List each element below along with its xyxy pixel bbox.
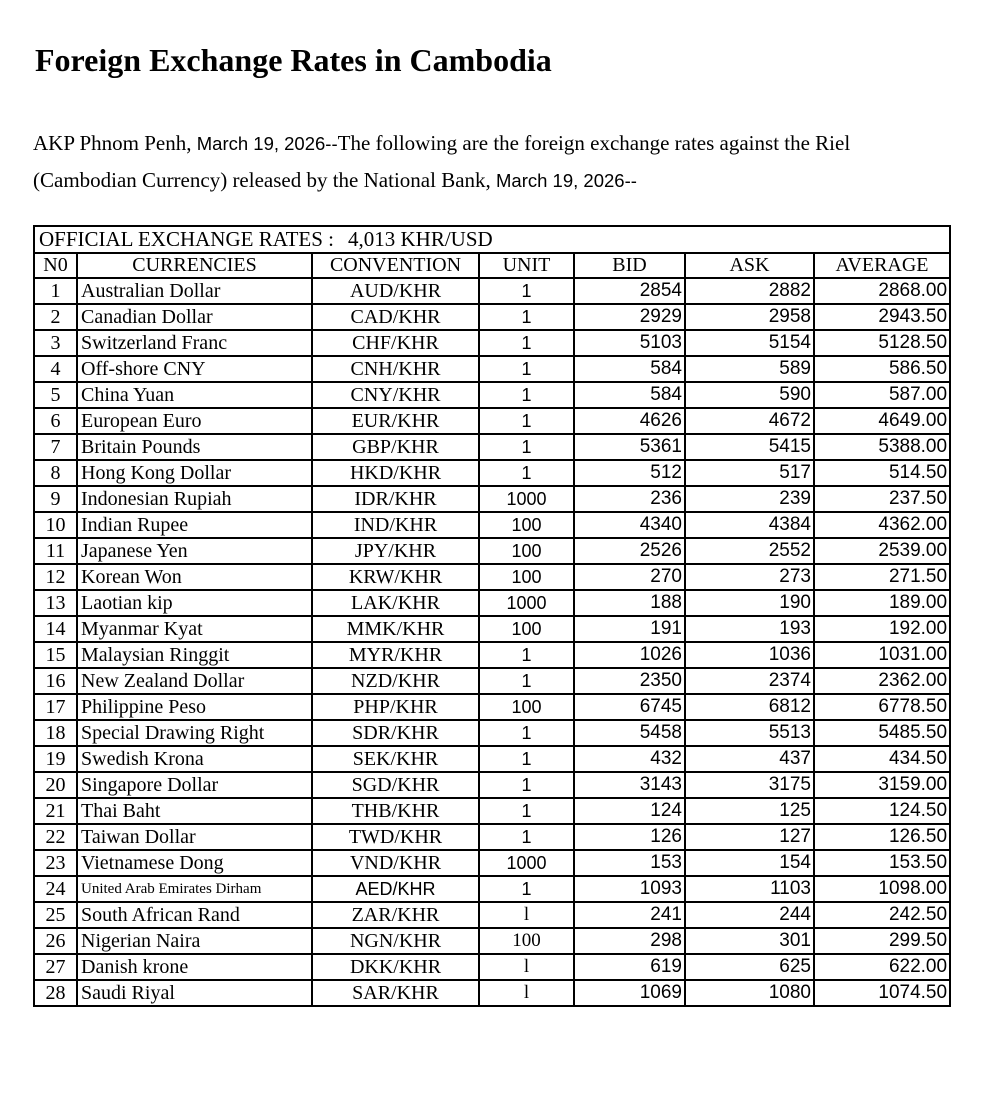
cell-unit: 1 bbox=[479, 382, 574, 408]
cell-ask: 193 bbox=[685, 616, 814, 642]
cell-unit: 1 bbox=[479, 772, 574, 798]
table-row bbox=[34, 330, 950, 356]
cell-ask: 6812 bbox=[685, 694, 814, 720]
cell-unit: 1 bbox=[479, 278, 574, 304]
cell-currency: United Arab Emirates Dirham bbox=[77, 876, 312, 902]
cell-convention: HKD/KHR bbox=[312, 460, 479, 486]
cell-average: 271.50 bbox=[814, 564, 950, 590]
cell-average: 622.00 bbox=[814, 954, 950, 980]
cell-convention: AED/KHR bbox=[312, 876, 479, 902]
cell-convention: PHP/KHR bbox=[312, 694, 479, 720]
cell-convention: ZAR/KHR bbox=[312, 902, 479, 928]
cell-convention: DKK/KHR bbox=[312, 954, 479, 980]
cell-average: 514.50 bbox=[814, 460, 950, 486]
cell-ask: 301 bbox=[685, 928, 814, 954]
cell-convention: EUR/KHR bbox=[312, 408, 479, 434]
cell-bid: 270 bbox=[574, 564, 685, 590]
cell-average: 5485.50 bbox=[814, 720, 950, 746]
cell-unit: 100 bbox=[479, 564, 574, 590]
table-row bbox=[34, 486, 950, 512]
cell-currency: Indian Rupee bbox=[77, 512, 312, 538]
official-rates-header bbox=[34, 226, 950, 253]
cell-convention: AUD/KHR bbox=[312, 278, 479, 304]
cell-ask: 2552 bbox=[685, 538, 814, 564]
cell-convention: CNY/KHR bbox=[312, 382, 479, 408]
table-row bbox=[34, 382, 950, 408]
cell-currency: Off-shore CNY bbox=[77, 356, 312, 382]
cell-currency: European Euro bbox=[77, 408, 312, 434]
cell-convention: MMK/KHR bbox=[312, 616, 479, 642]
table-row bbox=[34, 616, 950, 642]
intro-paragraph bbox=[33, 125, 958, 199]
cell-bid: 2929 bbox=[574, 304, 685, 330]
exchange-rates-table bbox=[33, 225, 951, 1007]
cell-no: 14 bbox=[34, 616, 77, 642]
cell-unit: 1 bbox=[479, 460, 574, 486]
table-row bbox=[34, 564, 950, 590]
cell-no: 4 bbox=[34, 356, 77, 382]
cell-unit: 1 bbox=[479, 356, 574, 382]
cell-currency: Taiwan Dollar bbox=[77, 824, 312, 850]
cell-bid: 298 bbox=[574, 928, 685, 954]
cell-no: 25 bbox=[34, 902, 77, 928]
cell-currency: Danish krone bbox=[77, 954, 312, 980]
cell-convention: SEK/KHR bbox=[312, 746, 479, 772]
cell-average: 4362.00 bbox=[814, 512, 950, 538]
cell-unit: 1 bbox=[479, 330, 574, 356]
cell-currency: Britain Pounds bbox=[77, 434, 312, 460]
cell-convention: KRW/KHR bbox=[312, 564, 479, 590]
cell-currency: Special Drawing Right bbox=[77, 720, 312, 746]
cell-unit: 1000 bbox=[479, 590, 574, 616]
cell-no: 9 bbox=[34, 486, 77, 512]
cell-no: 15 bbox=[34, 642, 77, 668]
cell-ask: 190 bbox=[685, 590, 814, 616]
cell-average: 2868.00 bbox=[814, 278, 950, 304]
cell-average: 2943.50 bbox=[814, 304, 950, 330]
cell-no: 18 bbox=[34, 720, 77, 746]
cell-ask: 5415 bbox=[685, 434, 814, 460]
cell-convention: JPY/KHR bbox=[312, 538, 479, 564]
cell-no: 8 bbox=[34, 460, 77, 486]
cell-average: 237.50 bbox=[814, 486, 950, 512]
cell-currency: Vietnamese Dong bbox=[77, 850, 312, 876]
cell-ask: 625 bbox=[685, 954, 814, 980]
cell-currency: Thai Baht bbox=[77, 798, 312, 824]
table-row bbox=[34, 772, 950, 798]
column-header-bid: BID bbox=[574, 253, 685, 278]
cell-unit: 1 bbox=[479, 876, 574, 902]
cell-bid: 241 bbox=[574, 902, 685, 928]
cell-currency: Malaysian Ringgit bbox=[77, 642, 312, 668]
table-row bbox=[34, 512, 950, 538]
table-row bbox=[34, 668, 950, 694]
cell-no: 6 bbox=[34, 408, 77, 434]
column-header-ask: ASK bbox=[685, 253, 814, 278]
intro-segment: The following are the foreign exchange rates against the Riel (Cambodian Currency) released by the National Bank, bbox=[33, 131, 851, 192]
cell-ask: 2958 bbox=[685, 304, 814, 330]
table-row bbox=[34, 720, 950, 746]
cell-currency: China Yuan bbox=[77, 382, 312, 408]
cell-average: 1098.00 bbox=[814, 876, 950, 902]
cell-no: 23 bbox=[34, 850, 77, 876]
cell-ask: 125 bbox=[685, 798, 814, 824]
intro-segment: March 19, 2026-- bbox=[496, 170, 637, 191]
cell-currency: Japanese Yen bbox=[77, 538, 312, 564]
cell-bid: 2526 bbox=[574, 538, 685, 564]
cell-no: 13 bbox=[34, 590, 77, 616]
table-row bbox=[34, 798, 950, 824]
cell-unit: 1 bbox=[479, 304, 574, 330]
cell-average: 5128.50 bbox=[814, 330, 950, 356]
cell-currency: Philippine Peso bbox=[77, 694, 312, 720]
column-header-convention: CONVENTION bbox=[312, 253, 479, 278]
cell-bid: 191 bbox=[574, 616, 685, 642]
cell-currency: Indonesian Rupiah bbox=[77, 486, 312, 512]
table-row bbox=[34, 460, 950, 486]
cell-no: 24 bbox=[34, 876, 77, 902]
cell-bid: 5361 bbox=[574, 434, 685, 460]
cell-unit: 100 bbox=[479, 694, 574, 720]
intro-segment: AKP Phnom Penh, bbox=[33, 131, 197, 155]
official-rates-label: OFFICIAL EXCHANGE RATES : bbox=[39, 227, 334, 251]
column-header-n0: N0 bbox=[34, 253, 77, 278]
cell-ask: 127 bbox=[685, 824, 814, 850]
column-header-row bbox=[34, 253, 950, 278]
cell-no: 2 bbox=[34, 304, 77, 330]
cell-convention: IDR/KHR bbox=[312, 486, 479, 512]
cell-no: 19 bbox=[34, 746, 77, 772]
table-row bbox=[34, 642, 950, 668]
cell-convention: SGD/KHR bbox=[312, 772, 479, 798]
table-row bbox=[34, 746, 950, 772]
table-row bbox=[34, 538, 950, 564]
cell-ask: 154 bbox=[685, 850, 814, 876]
cell-currency: Myanmar Kyat bbox=[77, 616, 312, 642]
cell-average: 5388.00 bbox=[814, 434, 950, 460]
cell-ask: 4672 bbox=[685, 408, 814, 434]
cell-bid: 584 bbox=[574, 382, 685, 408]
table-row bbox=[34, 278, 950, 304]
cell-no: 7 bbox=[34, 434, 77, 460]
cell-average: 587.00 bbox=[814, 382, 950, 408]
cell-currency: New Zealand Dollar bbox=[77, 668, 312, 694]
table-row bbox=[34, 356, 950, 382]
cell-no: 3 bbox=[34, 330, 77, 356]
cell-ask: 2374 bbox=[685, 668, 814, 694]
cell-no: 20 bbox=[34, 772, 77, 798]
cell-ask: 273 bbox=[685, 564, 814, 590]
cell-ask: 244 bbox=[685, 902, 814, 928]
cell-bid: 236 bbox=[574, 486, 685, 512]
cell-bid: 126 bbox=[574, 824, 685, 850]
cell-currency: Nigerian Naira bbox=[77, 928, 312, 954]
cell-ask: 1080 bbox=[685, 980, 814, 1006]
cell-ask: 589 bbox=[685, 356, 814, 382]
cell-bid: 1069 bbox=[574, 980, 685, 1006]
cell-currency: Korean Won bbox=[77, 564, 312, 590]
cell-bid: 3143 bbox=[574, 772, 685, 798]
cell-currency: Switzerland Franc bbox=[77, 330, 312, 356]
cell-average: 2539.00 bbox=[814, 538, 950, 564]
cell-convention: IND/KHR bbox=[312, 512, 479, 538]
cell-currency: Swedish Krona bbox=[77, 746, 312, 772]
cell-no: 12 bbox=[34, 564, 77, 590]
cell-bid: 5458 bbox=[574, 720, 685, 746]
cell-unit: 100 bbox=[479, 616, 574, 642]
cell-ask: 4384 bbox=[685, 512, 814, 538]
table-row bbox=[34, 824, 950, 850]
official-rates-row bbox=[34, 226, 950, 253]
cell-convention: NZD/KHR bbox=[312, 668, 479, 694]
intro-segment: March 19, 2026-- bbox=[196, 133, 338, 154]
cell-bid: 2350 bbox=[574, 668, 685, 694]
cell-ask: 239 bbox=[685, 486, 814, 512]
cell-convention: SDR/KHR bbox=[312, 720, 479, 746]
cell-unit: l bbox=[479, 954, 574, 980]
cell-ask: 3175 bbox=[685, 772, 814, 798]
column-header-average: AVERAGE bbox=[814, 253, 950, 278]
cell-convention: VND/KHR bbox=[312, 850, 479, 876]
cell-bid: 2854 bbox=[574, 278, 685, 304]
table-row bbox=[34, 850, 950, 876]
cell-ask: 590 bbox=[685, 382, 814, 408]
cell-ask: 2882 bbox=[685, 278, 814, 304]
cell-no: 16 bbox=[34, 668, 77, 694]
cell-convention: CNH/KHR bbox=[312, 356, 479, 382]
cell-ask: 1103 bbox=[685, 876, 814, 902]
column-header-currencies: CURRENCIES bbox=[77, 253, 312, 278]
cell-currency: Laotian kip bbox=[77, 590, 312, 616]
cell-bid: 153 bbox=[574, 850, 685, 876]
cell-ask: 437 bbox=[685, 746, 814, 772]
cell-convention: NGN/KHR bbox=[312, 928, 479, 954]
cell-bid: 1093 bbox=[574, 876, 685, 902]
cell-no: 26 bbox=[34, 928, 77, 954]
cell-unit: l bbox=[479, 980, 574, 1006]
cell-convention: CAD/KHR bbox=[312, 304, 479, 330]
cell-bid: 584 bbox=[574, 356, 685, 382]
cell-unit: 100 bbox=[479, 928, 574, 954]
cell-average: 2362.00 bbox=[814, 668, 950, 694]
cell-unit: 1 bbox=[479, 824, 574, 850]
cell-unit: 1 bbox=[479, 642, 574, 668]
cell-unit: 1 bbox=[479, 720, 574, 746]
cell-convention: SAR/KHR bbox=[312, 980, 479, 1006]
cell-average: 586.50 bbox=[814, 356, 950, 382]
cell-bid: 1026 bbox=[574, 642, 685, 668]
cell-no: 5 bbox=[34, 382, 77, 408]
cell-bid: 512 bbox=[574, 460, 685, 486]
cell-unit: 1 bbox=[479, 746, 574, 772]
cell-bid: 188 bbox=[574, 590, 685, 616]
table-row bbox=[34, 590, 950, 616]
cell-average: 189.00 bbox=[814, 590, 950, 616]
cell-average: 126.50 bbox=[814, 824, 950, 850]
cell-no: 11 bbox=[34, 538, 77, 564]
cell-average: 124.50 bbox=[814, 798, 950, 824]
table-row bbox=[34, 304, 950, 330]
cell-average: 242.50 bbox=[814, 902, 950, 928]
cell-no: 27 bbox=[34, 954, 77, 980]
page-title: Foreign Exchange Rates in Cambodia bbox=[35, 42, 552, 78]
cell-average: 153.50 bbox=[814, 850, 950, 876]
cell-currency: Hong Kong Dollar bbox=[77, 460, 312, 486]
cell-unit: 100 bbox=[479, 512, 574, 538]
cell-unit: 100 bbox=[479, 538, 574, 564]
cell-unit: 1 bbox=[479, 408, 574, 434]
cell-unit: 1000 bbox=[479, 486, 574, 512]
cell-convention: THB/KHR bbox=[312, 798, 479, 824]
cell-convention: MYR/KHR bbox=[312, 642, 479, 668]
cell-no: 10 bbox=[34, 512, 77, 538]
cell-currency: Canadian Dollar bbox=[77, 304, 312, 330]
cell-bid: 124 bbox=[574, 798, 685, 824]
cell-ask: 5154 bbox=[685, 330, 814, 356]
cell-bid: 5103 bbox=[574, 330, 685, 356]
cell-average: 1074.50 bbox=[814, 980, 950, 1006]
table-row bbox=[34, 694, 950, 720]
cell-average: 1031.00 bbox=[814, 642, 950, 668]
cell-convention: GBP/KHR bbox=[312, 434, 479, 460]
cell-unit: 1 bbox=[479, 434, 574, 460]
cell-unit: 1 bbox=[479, 668, 574, 694]
cell-average: 6778.50 bbox=[814, 694, 950, 720]
usd-rate-value: 4,013 KHR/USD bbox=[347, 227, 493, 251]
cell-no: 17 bbox=[34, 694, 77, 720]
cell-average: 299.50 bbox=[814, 928, 950, 954]
cell-currency: Saudi Riyal bbox=[77, 980, 312, 1006]
table-row bbox=[34, 928, 950, 954]
cell-bid: 4340 bbox=[574, 512, 685, 538]
cell-unit: 1000 bbox=[479, 850, 574, 876]
cell-average: 434.50 bbox=[814, 746, 950, 772]
cell-bid: 6745 bbox=[574, 694, 685, 720]
cell-convention: LAK/KHR bbox=[312, 590, 479, 616]
cell-ask: 5513 bbox=[685, 720, 814, 746]
table-row bbox=[34, 954, 950, 980]
cell-currency: South African Rand bbox=[77, 902, 312, 928]
cell-currency: Australian Dollar bbox=[77, 278, 312, 304]
cell-bid: 4626 bbox=[574, 408, 685, 434]
cell-average: 192.00 bbox=[814, 616, 950, 642]
cell-convention: TWD/KHR bbox=[312, 824, 479, 850]
column-header-unit: UNIT bbox=[479, 253, 574, 278]
cell-bid: 619 bbox=[574, 954, 685, 980]
table-row bbox=[34, 876, 950, 902]
cell-ask: 517 bbox=[685, 460, 814, 486]
cell-no: 1 bbox=[34, 278, 77, 304]
cell-unit: l bbox=[479, 902, 574, 928]
table-row bbox=[34, 902, 950, 928]
cell-convention: CHF/KHR bbox=[312, 330, 479, 356]
cell-bid: 432 bbox=[574, 746, 685, 772]
table-row bbox=[34, 434, 950, 460]
cell-ask: 1036 bbox=[685, 642, 814, 668]
cell-no: 22 bbox=[34, 824, 77, 850]
cell-no: 28 bbox=[34, 980, 77, 1006]
table-row bbox=[34, 980, 950, 1006]
cell-no: 21 bbox=[34, 798, 77, 824]
cell-average: 3159.00 bbox=[814, 772, 950, 798]
cell-currency: Singapore Dollar bbox=[77, 772, 312, 798]
cell-unit: 1 bbox=[479, 798, 574, 824]
cell-average: 4649.00 bbox=[814, 408, 950, 434]
table-row bbox=[34, 408, 950, 434]
